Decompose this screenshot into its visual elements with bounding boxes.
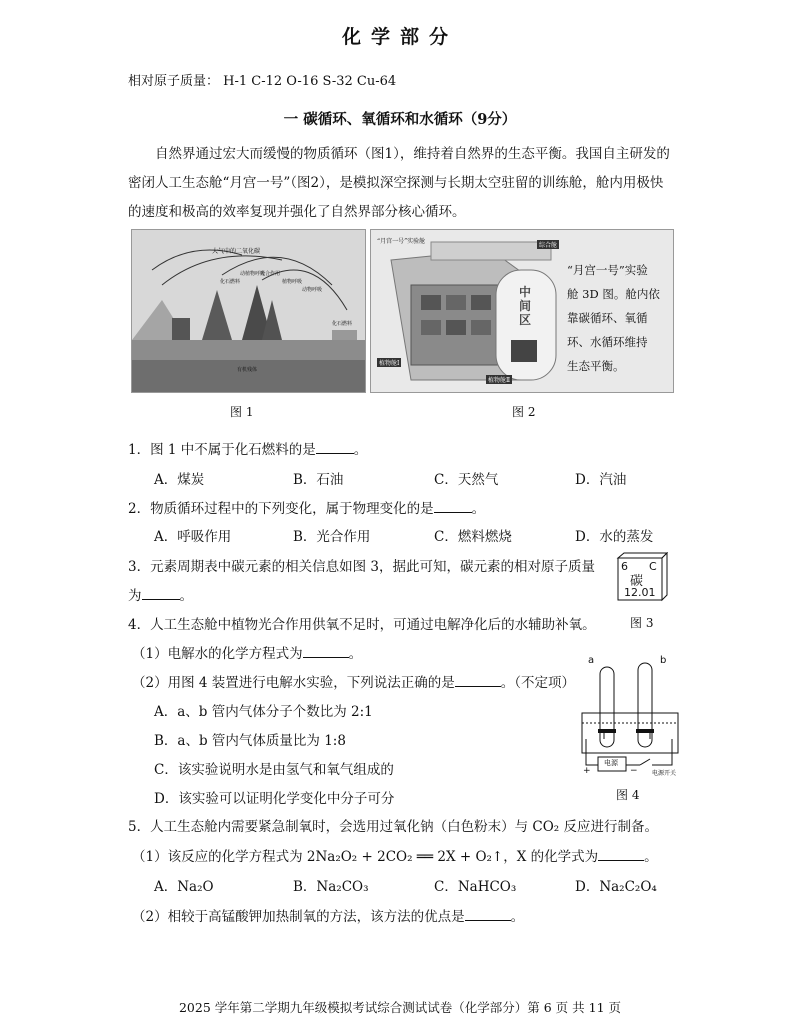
fig1-label: 动植物呼吸 — [240, 271, 266, 277]
question-stem: （1）电解水的化学方程式为 — [132, 646, 303, 662]
fig2-label: 综合舱 — [539, 242, 558, 249]
answer-blank[interactable] — [303, 645, 349, 658]
question-tail: 。（不定项） — [500, 675, 576, 691]
power-source-label: 电源 — [604, 759, 618, 767]
fig2-side-note — [567, 258, 660, 378]
fig2-label: “月宫一号”实验舱 — [377, 238, 426, 245]
question-4-2 — [132, 671, 575, 691]
figure4-electrolysis-apparatus — [578, 655, 688, 780]
answer-blank[interactable] — [434, 500, 472, 513]
question-2: 2．物质循环过程中的下列变化，属于物理变化的是 。 — [128, 501, 486, 517]
fig2-label: 植物舱Ⅱ — [488, 377, 511, 384]
fig2-note-line: 生态平衡。 — [567, 359, 625, 373]
figure1-carbon-cycle-image — [131, 229, 366, 393]
question-stem: 1．图 1 中不属于化石燃料的是 — [128, 442, 316, 458]
fig2-note-line: 环、水循环维持 — [567, 335, 648, 349]
q4-option-b[interactable]: B．a、b 管内气体质量比为 1:8 — [154, 733, 346, 749]
q4-option-d[interactable]: D．该实验可以证明化学变化中分子可分 — [154, 791, 395, 807]
answer-blank[interactable] — [455, 674, 501, 687]
switch-label: 电源开关 — [652, 770, 677, 777]
page-title: 化学部分 — [341, 26, 458, 48]
section-title: 一 碳循环、氧循环和水循环（9分） — [283, 111, 517, 128]
atomic-masses: 相对原子质量： H-1 C-12 O-16 S-32 Cu-64 — [128, 74, 397, 89]
q1-option-b[interactable]: B．石油 — [293, 472, 344, 488]
question-stem: （1）该反应的化学方程式为 2Na₂O₂ + 2CO₂ ══ 2X + O₂↑，X 的化学式为 — [132, 849, 599, 865]
electrolysis-drawing — [578, 655, 688, 780]
fig1-label: 动物呼吸 — [302, 287, 323, 293]
fig2-note-line: 舱 3D 图。舱内依 — [567, 287, 660, 301]
tube-b-label: b — [660, 655, 667, 666]
figure2-moon-palace-image — [370, 229, 674, 393]
fig1-label: 大气中的二氧化碳 — [212, 248, 261, 255]
page-footer: 2025 学年第二学期九年级模拟考试综合测试试卷（化学部分）第 6 页 共 11 页 — [178, 1000, 621, 1015]
element-card-carbon — [612, 552, 668, 602]
question-3-line1: 3．元素周期表中碳元素的相关信息如图 3，据此可知，碳元素的相对原子质量 — [128, 559, 595, 575]
fig2-label: 植物舱Ⅰ — [379, 360, 400, 367]
question-4-1: （1）电解水的化学方程式为 。 — [132, 646, 363, 662]
element-name: 碳 — [630, 574, 644, 589]
question-1: 1．图 1 中不属于化石燃料的是 。 — [128, 442, 368, 458]
plus-sign: + — [583, 766, 591, 776]
q2-option-c[interactable]: C．燃料燃烧 — [434, 529, 512, 545]
q5-option-c[interactable]: C．NaHCO₃ — [434, 879, 517, 895]
atomic-number: 6 — [621, 560, 628, 573]
question-5: 5．人工生态舱内需要紧急制氧时，会选用过氧化钠（白色粉末）与 CO₂ 反应进行制备。 — [128, 819, 658, 835]
fig1-label: 化石燃料 — [220, 279, 241, 285]
fig1-label: 植物呼吸 — [282, 279, 303, 285]
figure2-caption: 图 2 — [512, 405, 536, 419]
q5-option-b[interactable]: B．Na₂CO₃ — [293, 879, 369, 895]
question-4: 4．人工生态舱中植物光合作用供氧不足时，可通过电解净化后的水辅助补氧。 — [128, 617, 596, 633]
answer-blank[interactable] — [598, 848, 644, 861]
q5-option-a[interactable]: A．Na₂O — [154, 879, 214, 895]
q4-option-c[interactable]: C．该实验说明水是由氢气和氧气组成的 — [154, 762, 394, 778]
fig1-label: 有机残体 — [237, 367, 258, 373]
figure4-caption: 图 4 — [616, 788, 640, 802]
answer-blank[interactable] — [316, 441, 354, 454]
answer-blank[interactable] — [142, 587, 180, 600]
answer-blank[interactable] — [465, 908, 511, 921]
figure1-caption: 图 1 — [230, 405, 254, 419]
question-stem: （2）用图 4 装置进行电解水实验，下列说法正确的是 — [132, 675, 455, 691]
tube-a-label: a — [588, 655, 595, 666]
question-3-line2: 为 。 — [128, 588, 193, 604]
q5-option-d[interactable]: D．Na₂C₂O₄ — [575, 879, 657, 895]
intro-paragraph: 自然界通过宏大而缓慢的物质循环（图1），维持着自然界的生态平衡。我国自主研发的密闭人工生态舱“月宫一号”（图2），是模拟深空探测与长期太空驻留的训练舱，舱内用极快的速度和极高的效率复现并强化了自然界部分核心循环。 — [128, 146, 670, 220]
question-stem: （2）相较于高锰酸钾加热制氧的方法，该方法的优点是 — [132, 909, 465, 925]
q1-option-a[interactable]: A．煤炭 — [154, 472, 205, 488]
question-stem: 2．物质循环过程中的下列变化，属于物理变化的是 — [128, 501, 434, 517]
fig1-label: 光合作用 — [260, 271, 281, 277]
minus-sign: − — [630, 766, 638, 776]
element-symbol: C — [649, 560, 657, 573]
question-5-2: （2）相较于高锰酸钾加热制氧的方法，该方法的优点是 。 — [132, 909, 525, 925]
fig2-middle-label: 中 间 区 — [519, 285, 532, 327]
q4-option-a[interactable]: A．a、b 管内气体分子个数比为 2:1 — [154, 704, 373, 720]
fig1-label: 化石燃料 — [332, 321, 353, 327]
question-stem: 为 — [128, 588, 142, 604]
atomic-mass: 12.01 — [624, 586, 656, 599]
q1-option-d[interactable]: D．汽油 — [575, 472, 627, 488]
q2-option-b[interactable]: B．光合作用 — [293, 529, 371, 545]
q2-option-a[interactable]: A．呼吸作用 — [154, 529, 232, 545]
q2-option-d[interactable]: D．水的蒸发 — [575, 529, 654, 545]
question-5-1: （1）该反应的化学方程式为 2Na₂O₂ + 2CO₂ ══ 2X + O₂↑，X 的化学式为 。 — [132, 849, 658, 865]
q1-option-c[interactable]: C．天然气 — [434, 472, 499, 488]
fig2-note-line: 靠碳循环、氧循 — [567, 311, 648, 325]
figure3-caption: 图 3 — [630, 616, 654, 630]
fig2-note-line: “月宫一号”实验 — [567, 263, 648, 277]
